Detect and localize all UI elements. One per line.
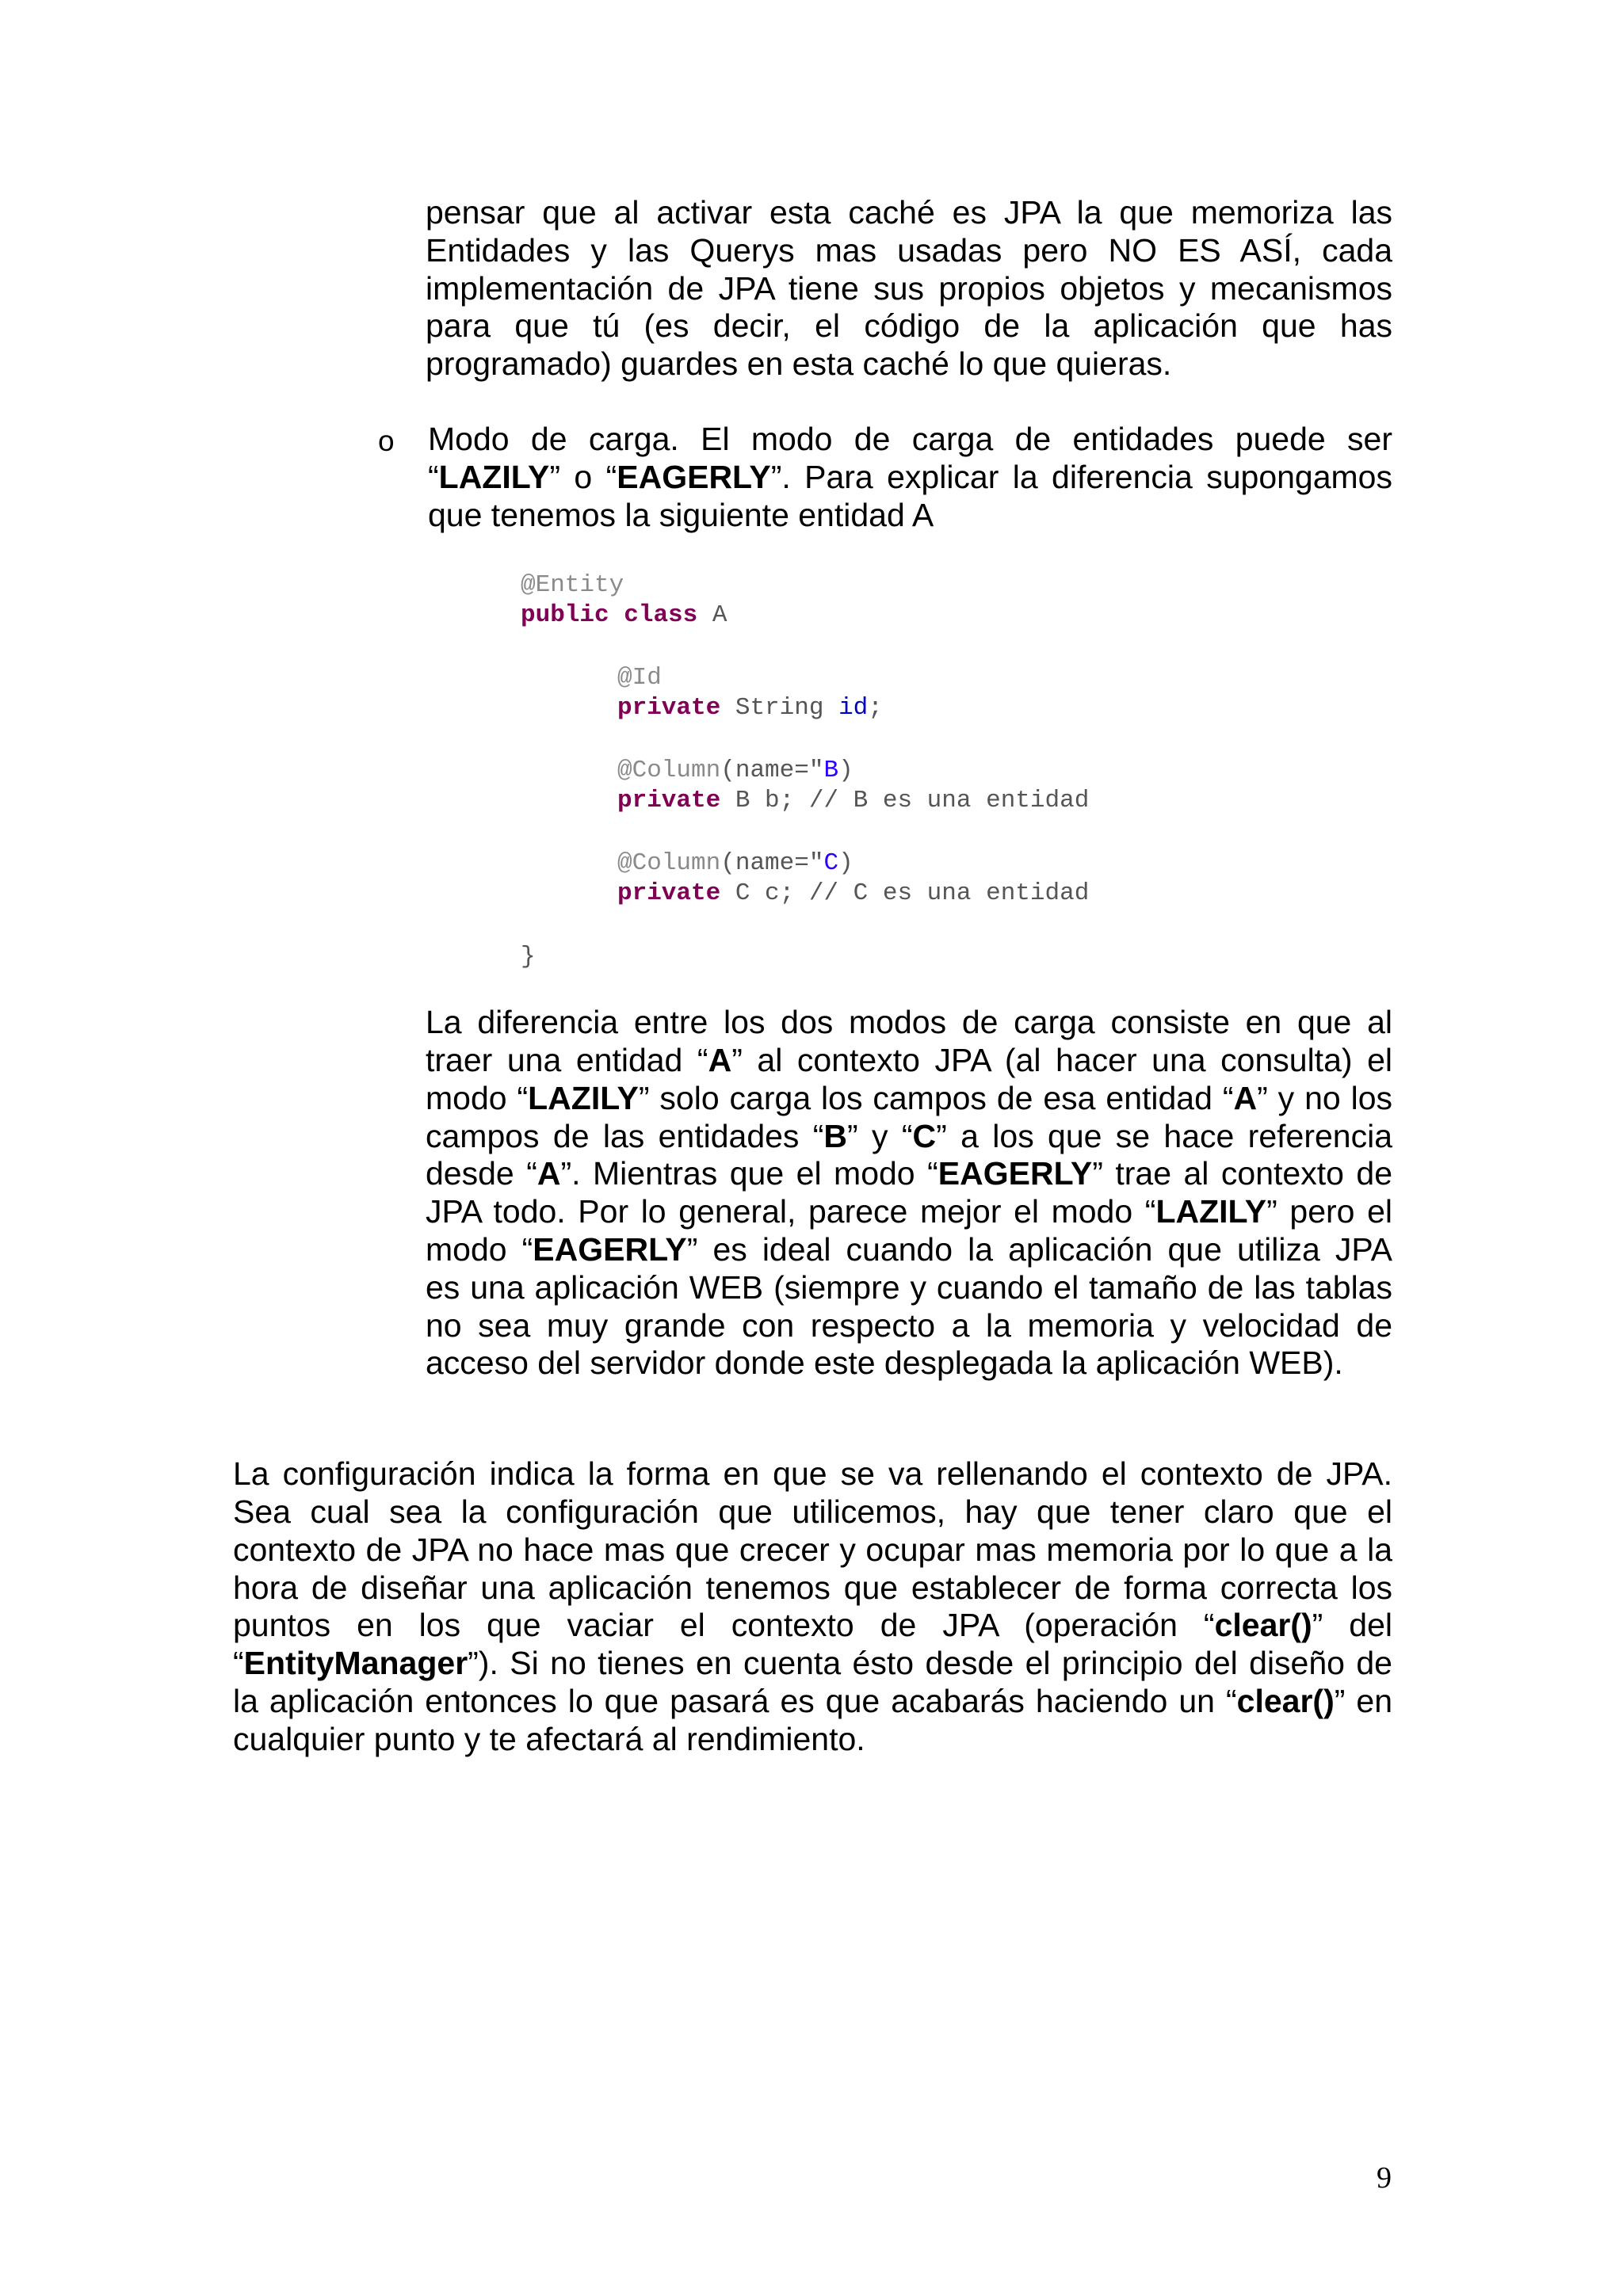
text-line: contexto de JPA no hace mas que crecer y ocupar mas memoria por lo que a la <box>233 1531 1392 1568</box>
text-line: campos de las entidades “B” y “C” a los que se hace referencia <box>426 1118 1392 1154</box>
code-line: private B b; // B es una entidad <box>617 787 1090 814</box>
text-line: JPA todo. Por lo general, parece mejor el modo “LAZILY” pero el <box>426 1193 1392 1230</box>
page-number: 9 <box>1377 2161 1392 2195</box>
code-line: @Id <box>617 664 662 692</box>
text-line: cualquier punto y te afectará al rendimiento. <box>233 1721 865 1757</box>
text-line: hora de diseñar una aplicación tenemos que establecer de forma correcta los <box>233 1569 1392 1606</box>
text-line: no sea muy grande con respecto a la memoria y velocidad de <box>426 1307 1392 1344</box>
text-line: que tenemos la siguiente entidad A <box>428 497 934 533</box>
text-line: implementación de JPA tiene sus propios objetos y mecanismos <box>426 270 1392 307</box>
code-line: @Column(name="B) <box>617 757 854 784</box>
text-line: “LAZILY” o “EAGERLY”. Para explicar la diferencia supongamos <box>428 459 1392 495</box>
code-line: @Entity <box>521 571 624 599</box>
text-line: Sea cual sea la configuración que utilicemos, hay que tener claro que el <box>233 1493 1392 1530</box>
text-line: pensar que al activar esta caché es JPA la que memoriza las <box>426 194 1392 231</box>
text-line: acceso del servidor donde este desplegada la aplicación WEB). <box>426 1344 1343 1381</box>
text-line: es una aplicación WEB (siempre y cuando el tamaño de las tablas <box>426 1269 1392 1306</box>
text-line: desde “A”. Mientras que el modo “EAGERLY” trae al contexto de <box>426 1155 1392 1192</box>
bullet-marker: o <box>378 425 395 457</box>
code-line: public class A <box>521 601 727 629</box>
text-line: modo “EAGERLY” es ideal cuando la aplicación que utiliza JPA <box>426 1231 1392 1268</box>
code-line: } <box>521 943 536 971</box>
text-line: Entidades y las Querys mas usadas pero NO ES ASÍ, cada <box>426 232 1392 269</box>
text-line: la aplicación entonces lo que pasará es que acabarás haciendo un “clear()” en <box>233 1683 1392 1719</box>
code-line: @Column(name="C) <box>617 849 854 877</box>
text-line: modo “LAZILY” solo carga los campos de esa entidad “A” y no los <box>426 1080 1392 1116</box>
text-line: La diferencia entre los dos modos de carga consiste en que al <box>426 1004 1392 1040</box>
code-line: private String id; <box>617 694 883 722</box>
text-line: programado) guardes en esta caché lo que quieras. <box>426 345 1172 382</box>
code-line: private C c; // C es una entidad <box>617 879 1090 907</box>
text-line: La configuración indica la forma en que se va rellenando el contexto de JPA. <box>233 1455 1392 1492</box>
text-line: traer una entidad “A” al contexto JPA (al hacer una consulta) el <box>426 1042 1392 1078</box>
text-line: Modo de carga. El modo de carga de entidades puede ser <box>428 421 1392 457</box>
text-line: “EntityManager”). Si no tienes en cuenta ésto desde el principio del diseño de <box>233 1645 1392 1681</box>
text-line: puntos en los que vaciar el contexto de JPA (operación “clear()” del <box>233 1607 1392 1643</box>
text-line: para que tú (es decir, el código de la aplicación que has <box>426 307 1392 344</box>
